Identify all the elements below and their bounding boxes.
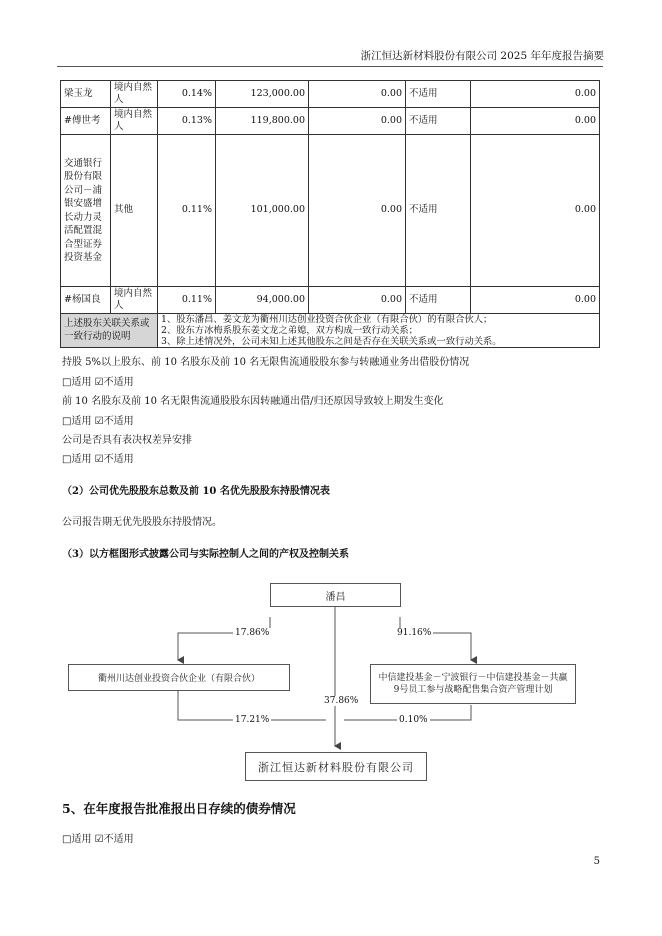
holding-ratio: 0.13% [158,108,216,135]
relation-line: 1、股东潘昌、姜文龙为衢州川达创业投资合伙企业（有限合伙）的有限合伙人； [161,314,493,325]
restricted-shares: 0.00 [309,287,406,314]
holding-shares: 94,000.00 [216,287,309,314]
restricted-shares: 0.00 [309,108,406,135]
section-text: 公司报告期无优先股股东持股情况。 [62,517,222,528]
shareholder-name: 交通银行股份有限公司－浦银安盛增长动力灵活配置混合型证券投资基金 [64,157,103,263]
pledge-quantity: 0.00 [471,135,600,287]
note-lending-change: 前 10 名股东及前 10 名无限售流通股股东因转融通出借/归还原因导致较上期发生变化 [62,396,444,407]
diagram-box-partnership: 衢州川达创业投资合伙企业（有限合伙） [68,664,290,691]
holding-shares: 119,800.00 [216,108,309,135]
holding-ratio: 0.11% [158,287,216,314]
shareholder-name: #杨国良 [61,287,111,314]
section-heading: （2）公司优先股股东总数及前 10 名优先股股东持股情况表 [62,486,330,497]
holding-shares: 101,000.00 [216,135,309,287]
pct-left-out: 17.21% [235,715,270,725]
note-voting-rights: 公司是否具有表决权差异安排 [62,435,192,446]
note-securities-lending: 持股 5%以上股东、前 10 名股东及前 10 名无限售流通股股东参与转融通业务出借股份情况 [62,357,470,368]
shareholder-name: 梁玉龙 [61,81,111,108]
holding-shares: 123,000.00 [216,81,309,108]
pledge-quantity: 0.00 [471,287,600,314]
pledge-quantity: 0.00 [471,81,600,108]
note-option: □适用 ☑不适用 [62,454,134,465]
shareholder-nature: 境内自然人 [111,81,158,108]
note-option: □适用 ☑不适用 [62,416,134,427]
relation-line: 3、除上述情况外，公司未知上述其他股东之间是否存在关联关系或一致行动关系。 [161,336,502,347]
pledge-status: 不适用 [406,81,471,108]
note-option: □适用 ☑不适用 [62,834,134,845]
diagram-box-company: 浙江恒达新材料股份有限公司 [245,752,427,781]
pct-right-out: 0.10% [399,715,428,725]
restricted-shares: 0.00 [309,135,406,287]
shareholder-nature: 境内自然人 [111,287,158,314]
pct-direct: 37.86% [324,696,359,706]
pledge-status: 不适用 [406,135,471,287]
page-number: 5 [593,856,600,867]
pledge-status: 不适用 [406,108,471,135]
pledge-status: 不适用 [406,287,471,314]
shareholder-nature: 境内自然人 [111,108,158,135]
shareholder-nature: 其他 [111,135,158,287]
holding-ratio: 0.14% [158,81,216,108]
note-option: □适用 ☑不适用 [62,377,134,388]
pct-left-in: 17.86% [235,628,270,638]
connector-top-right [400,617,471,660]
shareholder-name: #傅世考 [61,108,111,135]
section-heading: 5、在年度报告批准报出日存续的债券情况 [62,801,296,816]
relation-label: 上述股东关联关系或一致行动的说明 [61,314,158,348]
holding-ratio: 0.11% [158,135,216,287]
pledge-quantity: 0.00 [471,108,600,135]
section-heading: （3）以方框图形式披露公司与实际控制人之间的产权及控制关系 [62,549,349,560]
pct-right-in: 91.16% [397,628,432,638]
diagram-box-asset-plan: 中信建投基金－宁波银行－中信建投基金－共赢9号员工参与战略配售集合资产管理计划 [370,664,576,704]
page-header: 浙江恒达新材料股份有限公司 2025 年年度报告摘要 [360,50,604,62]
diagram-box-controller: 潘昌 [270,583,401,607]
relation-line: 2、股东方冰梅系股东姜文龙之弟媳，双方构成一致行动关系； [161,325,418,336]
connector-top-left [178,617,270,660]
restricted-shares: 0.00 [309,81,406,108]
